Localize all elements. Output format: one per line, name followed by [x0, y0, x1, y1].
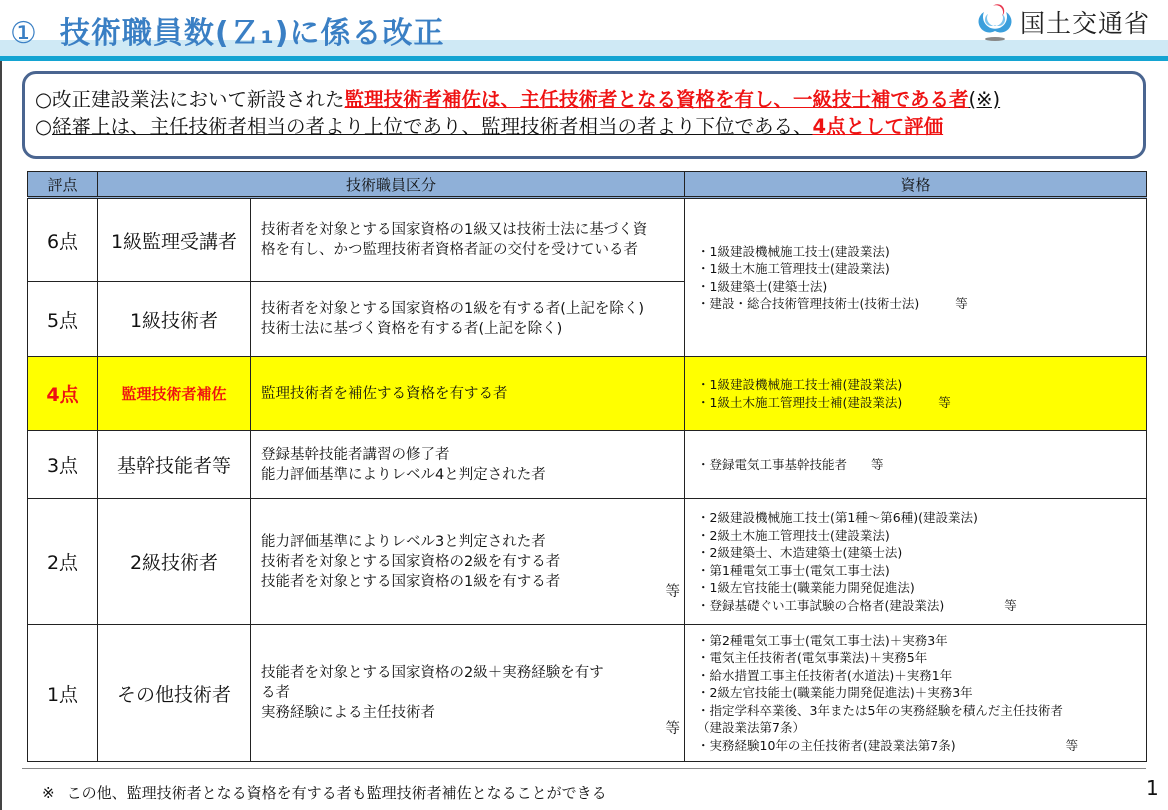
desc-line: 能力評価基準によりレベル3と判定された者 — [261, 533, 546, 550]
etc-text: 等 — [1065, 737, 1079, 753]
qual-line: ・給水措置工事主任技術者(水道法)＋実務1年 — [697, 667, 953, 683]
score-cell: 3点 — [28, 431, 98, 499]
score-cell: 4点 — [28, 357, 98, 431]
category-cell: 1級技術者 — [98, 282, 251, 357]
desc-line: 格を有し、かつ監理技術者資格者証の交付を受けている者 — [261, 242, 638, 258]
category-cell: 監理技術者補佐 — [98, 357, 251, 431]
qual-line: ・1級土木施工管理技士(建設業法) — [697, 261, 890, 276]
desc-line: 技術者を対象とする国家資格の1級又は技術士法に基づく資 — [261, 222, 648, 238]
desc-line: 技能者を対象とする国家資格の2級＋実務経験を有す — [261, 665, 604, 681]
summary-line-2 — [35, 113, 1143, 140]
qual-line: ・第1種電気工事士(電気工事士法) — [697, 562, 890, 578]
header-rule — [0, 56, 1168, 61]
description-cell — [251, 198, 685, 282]
qual-line — [697, 737, 1138, 755]
category-cell: その他技術者 — [98, 625, 251, 762]
etc-text: 等 — [665, 721, 681, 737]
qual-text: ・建設・総合技術管理技術士(技術士法) — [697, 296, 920, 311]
summary-highlight: 監理技術者補佐は、主任技術者となる資格を有し、一級技士補である者 — [344, 88, 969, 111]
desc-line: 実務経験による主任技術者 — [261, 705, 435, 721]
qualification-cell — [685, 431, 1147, 499]
table-row — [28, 499, 1147, 625]
table-row — [28, 431, 1147, 499]
score-cell: 5点 — [28, 282, 98, 357]
qual-line: ・1級建築士(建築士法) — [697, 278, 828, 294]
header-category: 技術職員区分 — [98, 172, 685, 198]
note-ref: (※) — [968, 88, 1001, 111]
qualification-cell — [685, 198, 1147, 357]
qual-line — [697, 597, 1138, 615]
desc-line: 技術者を対象とする国家資格の1級を有する者(上記を除く) — [261, 301, 645, 317]
desc-line: 能力評価基準によりレベル4と判定された者 — [261, 466, 546, 483]
title-number: ① — [10, 16, 38, 51]
summary-line-1 — [35, 86, 1143, 113]
table-header-row — [28, 172, 1147, 198]
qualification-cell — [685, 499, 1147, 625]
table-row-highlighted — [28, 357, 1147, 431]
etc-text: 等 — [871, 456, 884, 472]
qual-text: ・1級土木施工管理技士補(建設業法) — [697, 394, 903, 410]
score-cell: 6点 — [28, 198, 98, 282]
header-qualification: 資格 — [685, 172, 1147, 198]
desc-line: 技能者を対象とする国家資格の1級を有する者 — [261, 573, 561, 590]
etc-text: 等 — [955, 296, 968, 311]
category-cell: 基幹技能者等 — [98, 431, 251, 499]
qual-line: ・1級建設機械施工技士(建設業法) — [697, 243, 890, 259]
qual-line — [697, 394, 1138, 412]
qual-line — [697, 456, 1138, 474]
qual-line: ・1級左官技能士(職業能力開発促進法) — [697, 580, 915, 595]
technical-staff-table — [27, 171, 1147, 762]
desc-line: る者 — [261, 685, 290, 701]
summary-highlight: 4点として評価 — [812, 115, 944, 138]
category-cell: 2級技術者 — [98, 499, 251, 625]
qual-line — [697, 295, 1138, 313]
page-title — [10, 8, 444, 52]
footnote-text: この他、監理技術者となる資格を有する者も監理技術者補佐となることができる — [66, 784, 607, 802]
page-edge — [0, 0, 2, 810]
ministry-logo — [978, 4, 1150, 40]
bullet: ○ — [35, 88, 53, 111]
desc-line: 登録基幹技能者講習の修了者 — [261, 446, 450, 463]
qualification-cell — [685, 357, 1147, 431]
header-score: 評点 — [28, 172, 98, 198]
summary-text: 改正建設業法において新設された — [52, 88, 345, 111]
etc-text: 等 — [665, 584, 681, 600]
footnote — [42, 782, 607, 803]
qual-text: ・実務経験10年の主任技術者(建設業法第7条) — [697, 737, 956, 753]
etc-text: 等 — [938, 394, 951, 410]
bullet: ○ — [35, 115, 53, 138]
category-cell: 1級監理受講者 — [98, 198, 251, 282]
qual-text: ・登録電気工事基幹技能者 — [697, 456, 848, 472]
footer-divider — [22, 768, 1146, 769]
description-cell — [251, 282, 685, 357]
qual-line: ・指定学科卒業後、3年または5年の実務経験を積んだ主任技術者 — [697, 702, 1063, 718]
summary-box — [22, 71, 1146, 159]
qual-line: ・2級建設機械施工技士(第1種～第6種)(建設業法) — [697, 510, 978, 525]
page-number: 1 — [1146, 776, 1159, 800]
qual-line: ・電気主任技術者(電気事業法)＋実務5年 — [697, 650, 928, 666]
footnote-mark: ※ — [42, 784, 55, 802]
title-text: 技術職員数(Ｚ₁)に係る改正 — [59, 16, 445, 51]
desc-line: 技術者を対象とする国家資格の2級を有する者 — [261, 553, 561, 570]
qual-line: ・2級左官技能士(職業能力開発促進法)＋実務3年 — [697, 685, 973, 701]
table-row — [28, 625, 1147, 762]
description-cell — [251, 499, 685, 625]
logo-text: 国土交通省 — [1020, 9, 1151, 38]
summary-text: 経審上は、主任技術者相当の者より上位であり、監理技術者相当の者より下位である、 — [52, 115, 813, 138]
qual-text: ・登録基礎ぐい工事試験の合格者(建設業法) — [697, 597, 945, 613]
description-cell — [251, 625, 685, 762]
qual-line: ・2級建築士、木造建築士(建築士法) — [697, 545, 903, 560]
slide-header — [0, 0, 1168, 60]
qual-line: （建設業法第7条） — [697, 720, 805, 736]
qual-line: ・2級土木施工管理技士(建設業法) — [697, 527, 890, 543]
qual-line: ・第2種電気工事士(電気工事士法)＋実務3年 — [697, 632, 948, 648]
qualification-cell — [685, 625, 1147, 762]
description-cell — [251, 431, 685, 499]
description-cell — [251, 357, 685, 431]
table-row — [28, 198, 1147, 282]
mlit-logo-icon — [978, 4, 1012, 40]
score-cell: 2点 — [28, 499, 98, 625]
etc-text: 等 — [1004, 597, 1017, 613]
desc-line: 監理技術者を補佐する資格を有する者 — [261, 385, 508, 402]
score-cell: 1点 — [28, 625, 98, 762]
qual-line: ・1級建設機械施工技士補(建設業法) — [697, 377, 903, 392]
desc-line: 技術士法に基づく資格を有する者(上記を除く) — [261, 321, 563, 337]
